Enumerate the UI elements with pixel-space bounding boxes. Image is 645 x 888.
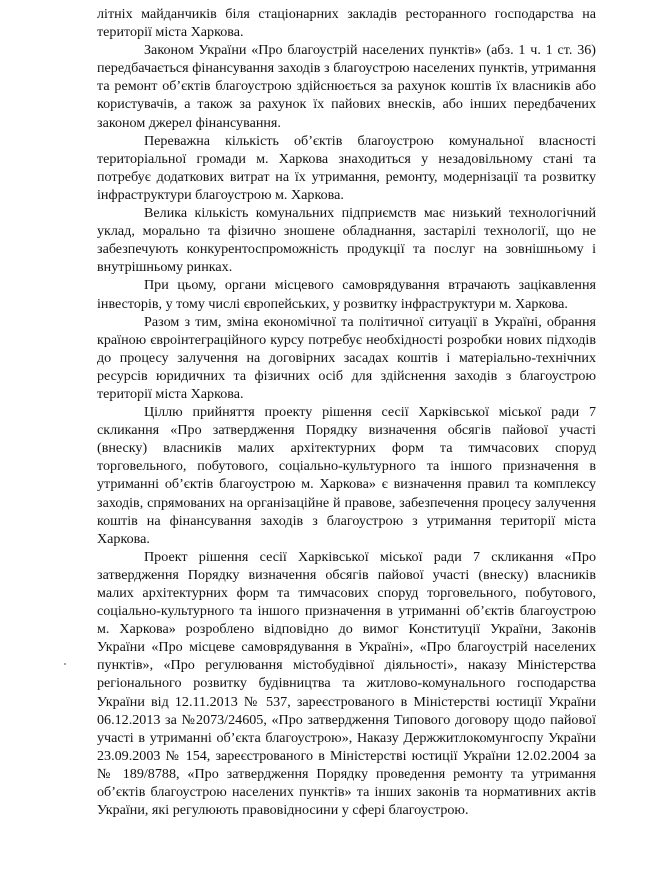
document-body <box>97 5 596 819</box>
paragraph-continuation: літніх майданчиків біля стаціонарних закладів ресторанного господарства на території міста Харкова. <box>97 6 596 41</box>
paragraph-eurointegration: Разом з тим, зміна економічної та політичної ситуації в Україні, обрання країною євроінтеграційного курсу потребує необхідності розробки нових підходів до процесу залучення на договірних засадах коштів і матеріально-технічних ресурсів юридичних та фізичних осіб для здійснення заходів з благоустрою території міста Харкова. <box>97 313 596 402</box>
paragraph-legal-basis: Проект рішення сесії Харківської міської ради 7 скликання «Про затвердження Порядку визначення обсягів пайової участі (внеску) власників малих архітектурних форм та тимчасових споруд торговельного, побутового, соціально-культурного та іншого призначення в утриманні об’єктів благоустрою м. Харкова» розроблено відповідно до вимог Конституції України, Законів України «Про місцеве самоврядування в Україні», «Про благоустрій населених пунктів», «Про регулювання містобудівної діяльності», наказу Міністерства регіонального розвитку будівництва та житлово-комунального господарства України від 12.11.2013 № 537, зареєстрованого в Міністерстві юстиції України 06.12.2013 за №2073/24605, «Про затвердження Типового договору щодо пайової участі в утриманні об’єкта благоустрою», Наказу Держжитлокомунгоспу України 23.09.2003 № 154, зареєстрованого в Міністерстві юстиції України 12.02.2004 за № 189/8788, «Про затвердження Порядку проведення ремонту та утримання об’єктів благоустрою населених пунктів» та інших законів та нормативних актів України, які регулюють правовідносини у сфері благоустрою. <box>97 548 596 819</box>
paragraph-investors: При цьому, органи місцевого самоврядування втрачають зацікавлення інвесторів, у тому числі європейських, у розвитку інфраструктури м. Харкова. <box>97 277 596 312</box>
paragraph-communal-enterprises: Велика кількість комунальних підприємств має низький технологічний уклад, морально та фізично зношене обладнання, застарілі технології, що не забезпечують конкурентоспроможність продукції та послуг на зовнішньому і внутрішньому ринках. <box>97 205 596 276</box>
paragraph-decision-goal: Ціллю прийняття проекту рішення сесії Харківської міської ради 7 скликання «Про затвердження Порядку визначення обсягів пайової участі (внеску) власників малих архітектурних форм та тимчасових споруд торговельного, побутового, соціально-культурного та іншого призначення в утриманні об’єктів благоустрою м. Харкова» є визначення правил та комплексу заходів, спрямованих на організаційне й правове, забезпечення процесу залучення коштів на фінансування заходів з благоустрою з утримання території міста Харкова. <box>97 404 596 547</box>
paragraph-objects-condition: Переважна кількість об’єктів благоустрою комунальної власності територіальної громади м. Харкова знаходиться у незадовільному стані та потребує додаткових витрат на їх утримання, ремонту, модернізації та розвитку інфраструктури благоустрою м. Харкова. <box>97 132 596 203</box>
paragraph-law-on-improvement: Законом України «Про благоустрій населених пунктів» (абз. 1 ч. 1 ст. 36) передбачається фінансування заходів з благоустрою населених пунктів, утримання та ремонт об’єктів благоустрою здійснюється за рахунок коштів їх власників або користувачів, а також за рахунок їх пайових внесків, або інших передбачених законом джерел фінансування. <box>97 42 596 131</box>
scan-speck <box>64 663 66 665</box>
